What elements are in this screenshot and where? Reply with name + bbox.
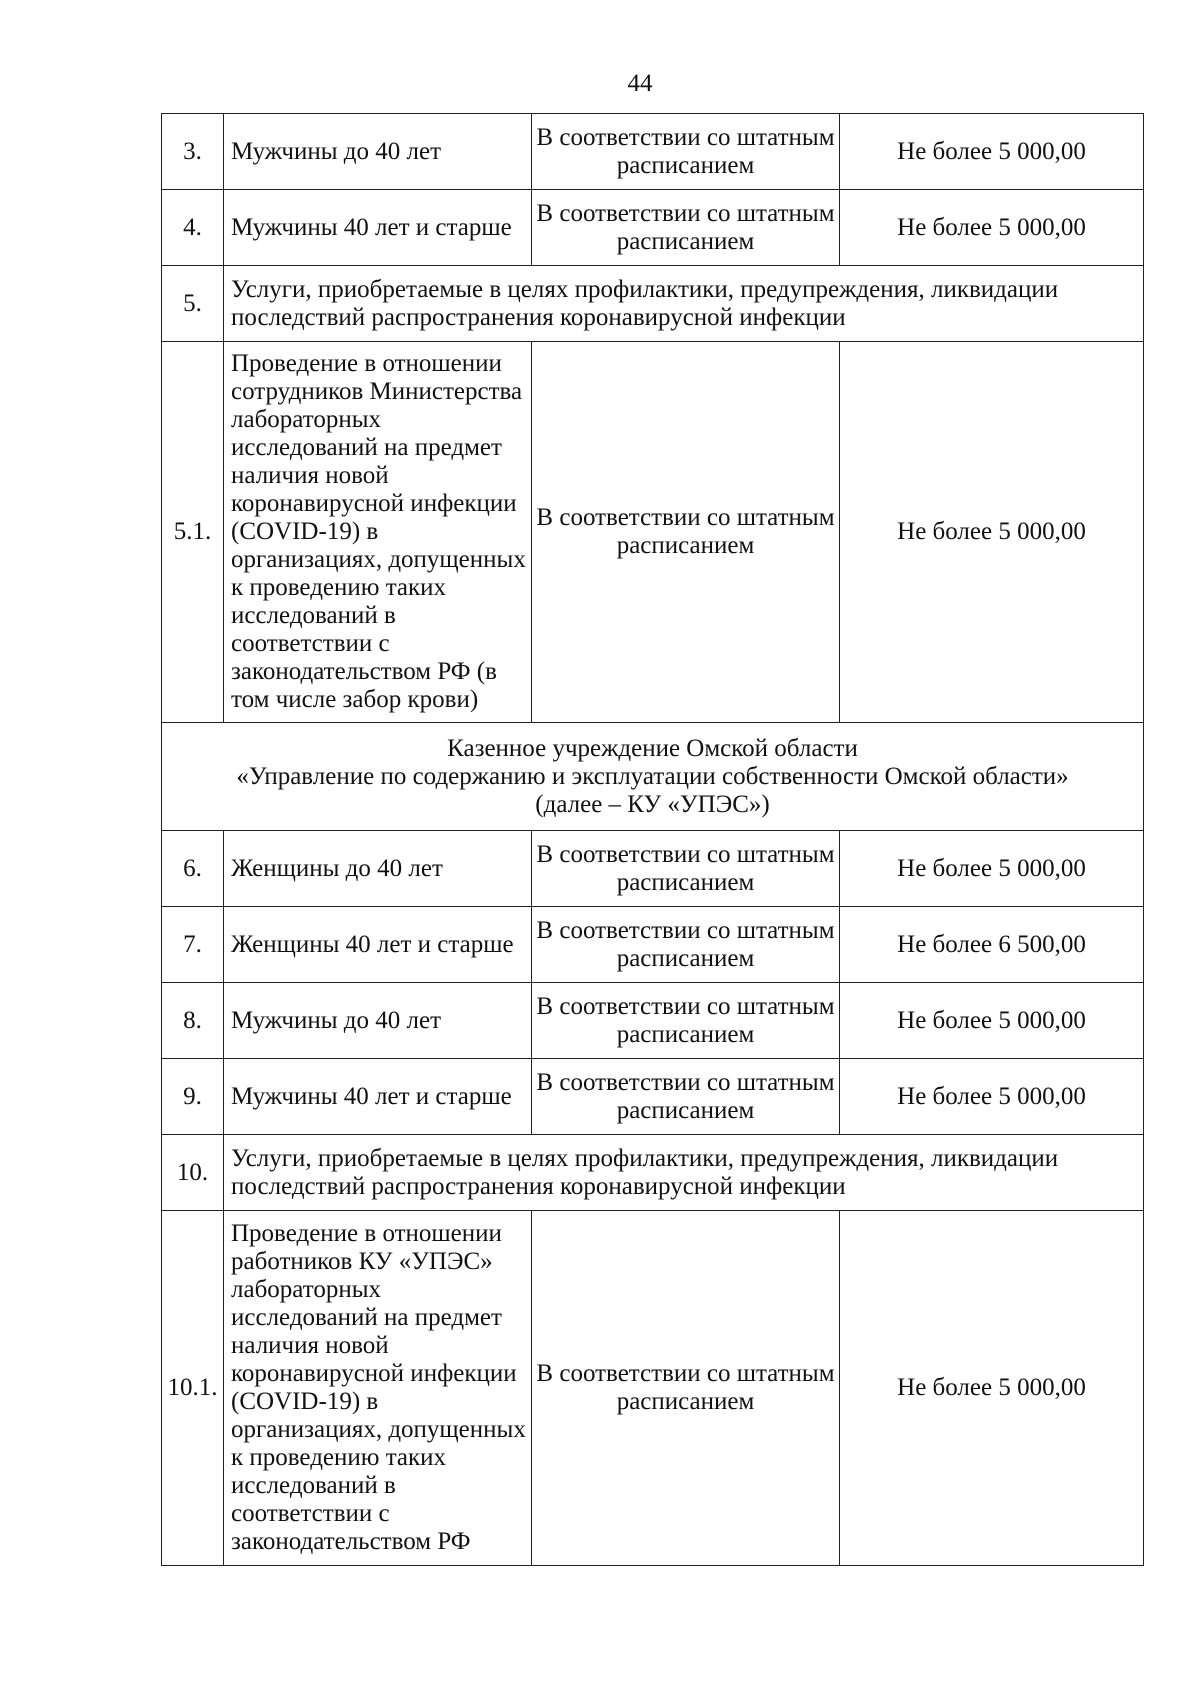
row-number: 6. — [162, 831, 224, 907]
row-quantity: В соответствии со штатным расписанием — [532, 1211, 840, 1566]
table-row — [162, 342, 1144, 723]
table-row — [162, 1211, 1144, 1566]
row-name: Проведение в отношении сотрудников Министерства лабораторных исследований на предмет наличия новой коронавирусной инфекции (COVID-19) в организациях, допущенных к проведению таких исследований в соответствии с законодательством РФ (в том числе забор крови) — [224, 342, 532, 723]
row-name: Женщины до 40 лет — [224, 831, 532, 907]
row-number: 8. — [162, 983, 224, 1059]
row-quantity: В соответствии со штатным расписанием — [532, 190, 840, 266]
row-number: 4. — [162, 190, 224, 266]
row-name: Женщины 40 лет и старше — [224, 907, 532, 983]
page-number: 44 — [627, 70, 653, 97]
row-category: Услуги, приобретаемые в целях профилактики, предупреждения, ликвидации последствий распространения коронавирусной инфекции — [224, 1135, 1144, 1211]
row-price: Не более 5 000,00 — [840, 983, 1144, 1059]
section-heading: Казенное учреждение Омской области «Управление по содержанию и эксплуатации собственности Омской области» (далее – КУ «УПЭС») — [162, 723, 1144, 831]
row-number: 5.1. — [162, 342, 224, 723]
row-number: 10.1. — [162, 1211, 224, 1566]
table-row — [162, 266, 1144, 342]
row-name: Мужчины 40 лет и старше — [224, 1059, 532, 1135]
table-row — [162, 190, 1144, 266]
table-row — [162, 114, 1144, 190]
table-row — [162, 723, 1144, 831]
table-row — [162, 1135, 1144, 1211]
services-table — [161, 113, 1144, 1566]
row-quantity: В соответствии со штатным расписанием — [532, 907, 840, 983]
row-number: 10. — [162, 1135, 224, 1211]
row-number: 3. — [162, 114, 224, 190]
row-price: Не более 5 000,00 — [840, 190, 1144, 266]
table-row — [162, 983, 1144, 1059]
row-quantity: В соответствии со штатным расписанием — [532, 114, 840, 190]
row-quantity: В соответствии со штатным расписанием — [532, 1059, 840, 1135]
row-category: Услуги, приобретаемые в целях профилактики, предупреждения, ликвидации последствий распространения коронавирусной инфекции — [224, 266, 1144, 342]
row-name: Мужчины до 40 лет — [224, 114, 532, 190]
row-quantity: В соответствии со штатным расписанием — [532, 983, 840, 1059]
row-number: 7. — [162, 907, 224, 983]
row-price: Не более 5 000,00 — [840, 1211, 1144, 1566]
row-number: 5. — [162, 266, 224, 342]
table-row — [162, 1059, 1144, 1135]
row-name: Проведение в отношении работников КУ «УПЭС» лабораторных исследований на предмет наличия новой коронавирусной инфекции (COVID-19) в организациях, допущенных к проведению таких исследований в соответствии с законодательством РФ — [224, 1211, 532, 1566]
row-number: 9. — [162, 1059, 224, 1135]
row-price: Не более 5 000,00 — [840, 1059, 1144, 1135]
table-row — [162, 831, 1144, 907]
row-price: Не более 5 000,00 — [840, 342, 1144, 723]
row-name: Мужчины до 40 лет — [224, 983, 532, 1059]
row-price: Не более 5 000,00 — [840, 831, 1144, 907]
row-price: Не более 6 500,00 — [840, 907, 1144, 983]
table-row — [162, 907, 1144, 983]
row-quantity: В соответствии со штатным расписанием — [532, 342, 840, 723]
row-quantity: В соответствии со штатным расписанием — [532, 831, 840, 907]
row-name: Мужчины 40 лет и старше — [224, 190, 532, 266]
row-price: Не более 5 000,00 — [840, 114, 1144, 190]
